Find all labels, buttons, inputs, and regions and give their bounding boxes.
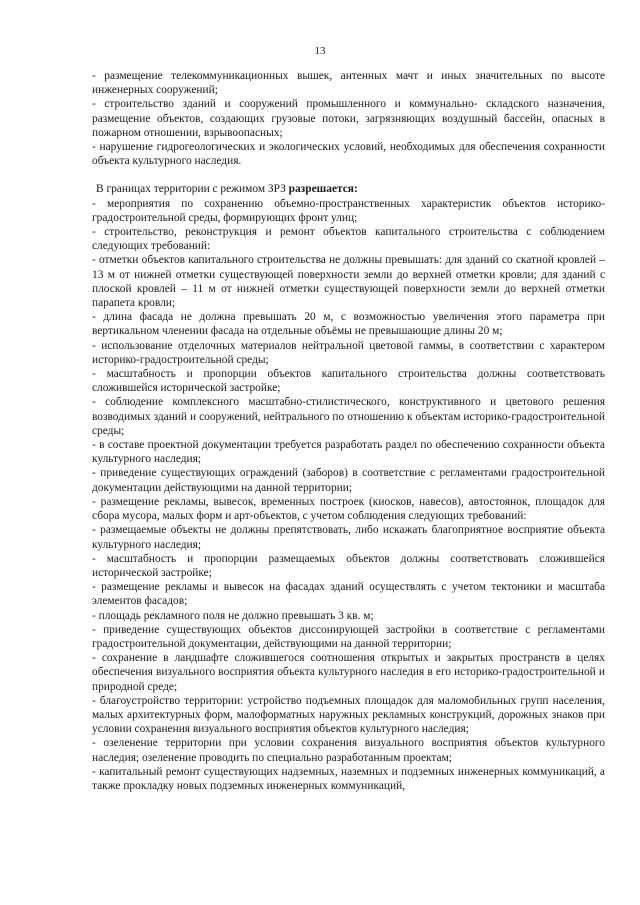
page-number: 13 — [314, 45, 326, 57]
prohibited-item: - нарушение гидрогеологических и экологических условий, необходимых для обеспечения сохранности объекта культурного наследия. — [92, 141, 605, 168]
prohibited-list — [92, 69, 605, 168]
allowed-item: - сохранение в ландшафте сложившегося соотношения открытых и закрытых пространств в целях обеспечения визуального восприятия объекта культурного наследия в его историко-градостроительной и природной среде; — [92, 652, 605, 693]
allowed-item: - отметки объектов капитального строительства не должны превышать: для зданий со скатной кровлей – 13 м от нижней отметки существующей поверхности земли до верхней отметки кровли; для зданий с плоской кровлей – 11 м от нижней отметки существующей поверхности земли до верхней отметки парапета кровли; — [92, 254, 605, 310]
allowed-item: - использование отделочных материалов нейтральной цветовой гаммы, в соответствии с характером историко-градостроительной среды; — [92, 339, 605, 366]
section-intro-text: В границах территории с режимом ЗРЗ — [96, 183, 286, 196]
allowed-item: - масштабность и пропорции размещаемых объектов должны соответствовать сложившейся исторической застройке; — [92, 552, 605, 579]
section-intro — [92, 182, 605, 196]
allowed-item: - длина фасада не должна превышать 20 м, с возможностью увеличения этого параметра при вертикальном членении фасада на отдельные объёмы не превышающие длины 20 м; — [92, 311, 605, 338]
allowed-item: - благоустройство территории: устройство подъемных площадок для маломобильных групп населения, малых архитектурных форм, малоформатных наружных рекламных конструкций, дорожных знаков при условии сохранения визуального восприятия объектов культурного наследия; — [92, 694, 605, 736]
allowed-item: - размещение рекламы, вывесок, временных построек (киосков, навесов), автостоянок, площадок для сбора мусора, малых форм и арт-объектов, с учетом соблюдения следующих требований: — [92, 495, 605, 523]
allowed-item: - соблюдение комплексного масштабно-стилистического, конструктивного и цветового решения возводимых зданий и сооружений, нейтрального по отношению к объектам историко-градостроительной среды; — [92, 396, 605, 437]
section-gap — [92, 168, 605, 182]
allowed-item: - приведение существующих объектов диссонирующей застройки в соответствие с регламентами градостроительной документации, действующими на данной территории; — [92, 623, 605, 650]
allowed-item: - мероприятия по сохранению объемно-пространственных характеристик объектов историко-градостроительной среды, формирующих фронт улиц; — [92, 197, 605, 224]
allowed-list — [92, 197, 605, 794]
page-content — [92, 69, 605, 793]
section-intro-bold: разрешается: — [288, 183, 358, 196]
allowed-item: - масштабность и пропорции объектов капитального строительства должны соответствовать сложившейся исторической застройке; — [92, 368, 605, 395]
prohibited-item: - размещение телекоммуникационных вышек, антенных мачт и иных значительных по высоте инженерных сооружений; — [92, 70, 605, 97]
prohibited-item: - строительство зданий и сооружений промышленного и коммунально- складского назначения, размещение объектов, создающих грузовые потоки, загрязняющих воздушный бассейн, опасных в пожарном отношении, взрывоопасных; — [92, 98, 605, 139]
allowed-item: - капитальный ремонт существующих надземных, наземных и подземных инженерных коммуникаций, а также прокладку новых подземных инженерных коммуникаций, — [92, 765, 605, 792]
allowed-item: - площадь рекламного поля не должно превышать 3 кв. м; — [92, 609, 374, 622]
allowed-item: - приведение существующих ограждений (заборов) в соответствие с регламентами градостроительной документации действующими на данной территории; — [92, 467, 605, 494]
allowed-item: - размещаемые объекты не должны препятствовать, либо искажать благоприятное восприятие объекта культурного наследия; — [92, 524, 605, 551]
allowed-item: - размещение рекламы и вывесок на фасадах зданий осуществлять с учетом тектоники и масштаба элементов фасадов; — [92, 581, 605, 608]
allowed-item: - озеленение территории при условии сохранения визуального восприятия объектов культурного наследия; озеленение проводить по специально разработанным проектам; — [92, 737, 605, 764]
allowed-item: - в составе проектной документации требуется разработать раздел по обеспечению сохранности объекта культурного наследия; — [92, 439, 605, 466]
allowed-item: - строительство, реконструкция и ремонт объектов капитального строительства с соблюдением следующих требований: — [92, 226, 605, 253]
